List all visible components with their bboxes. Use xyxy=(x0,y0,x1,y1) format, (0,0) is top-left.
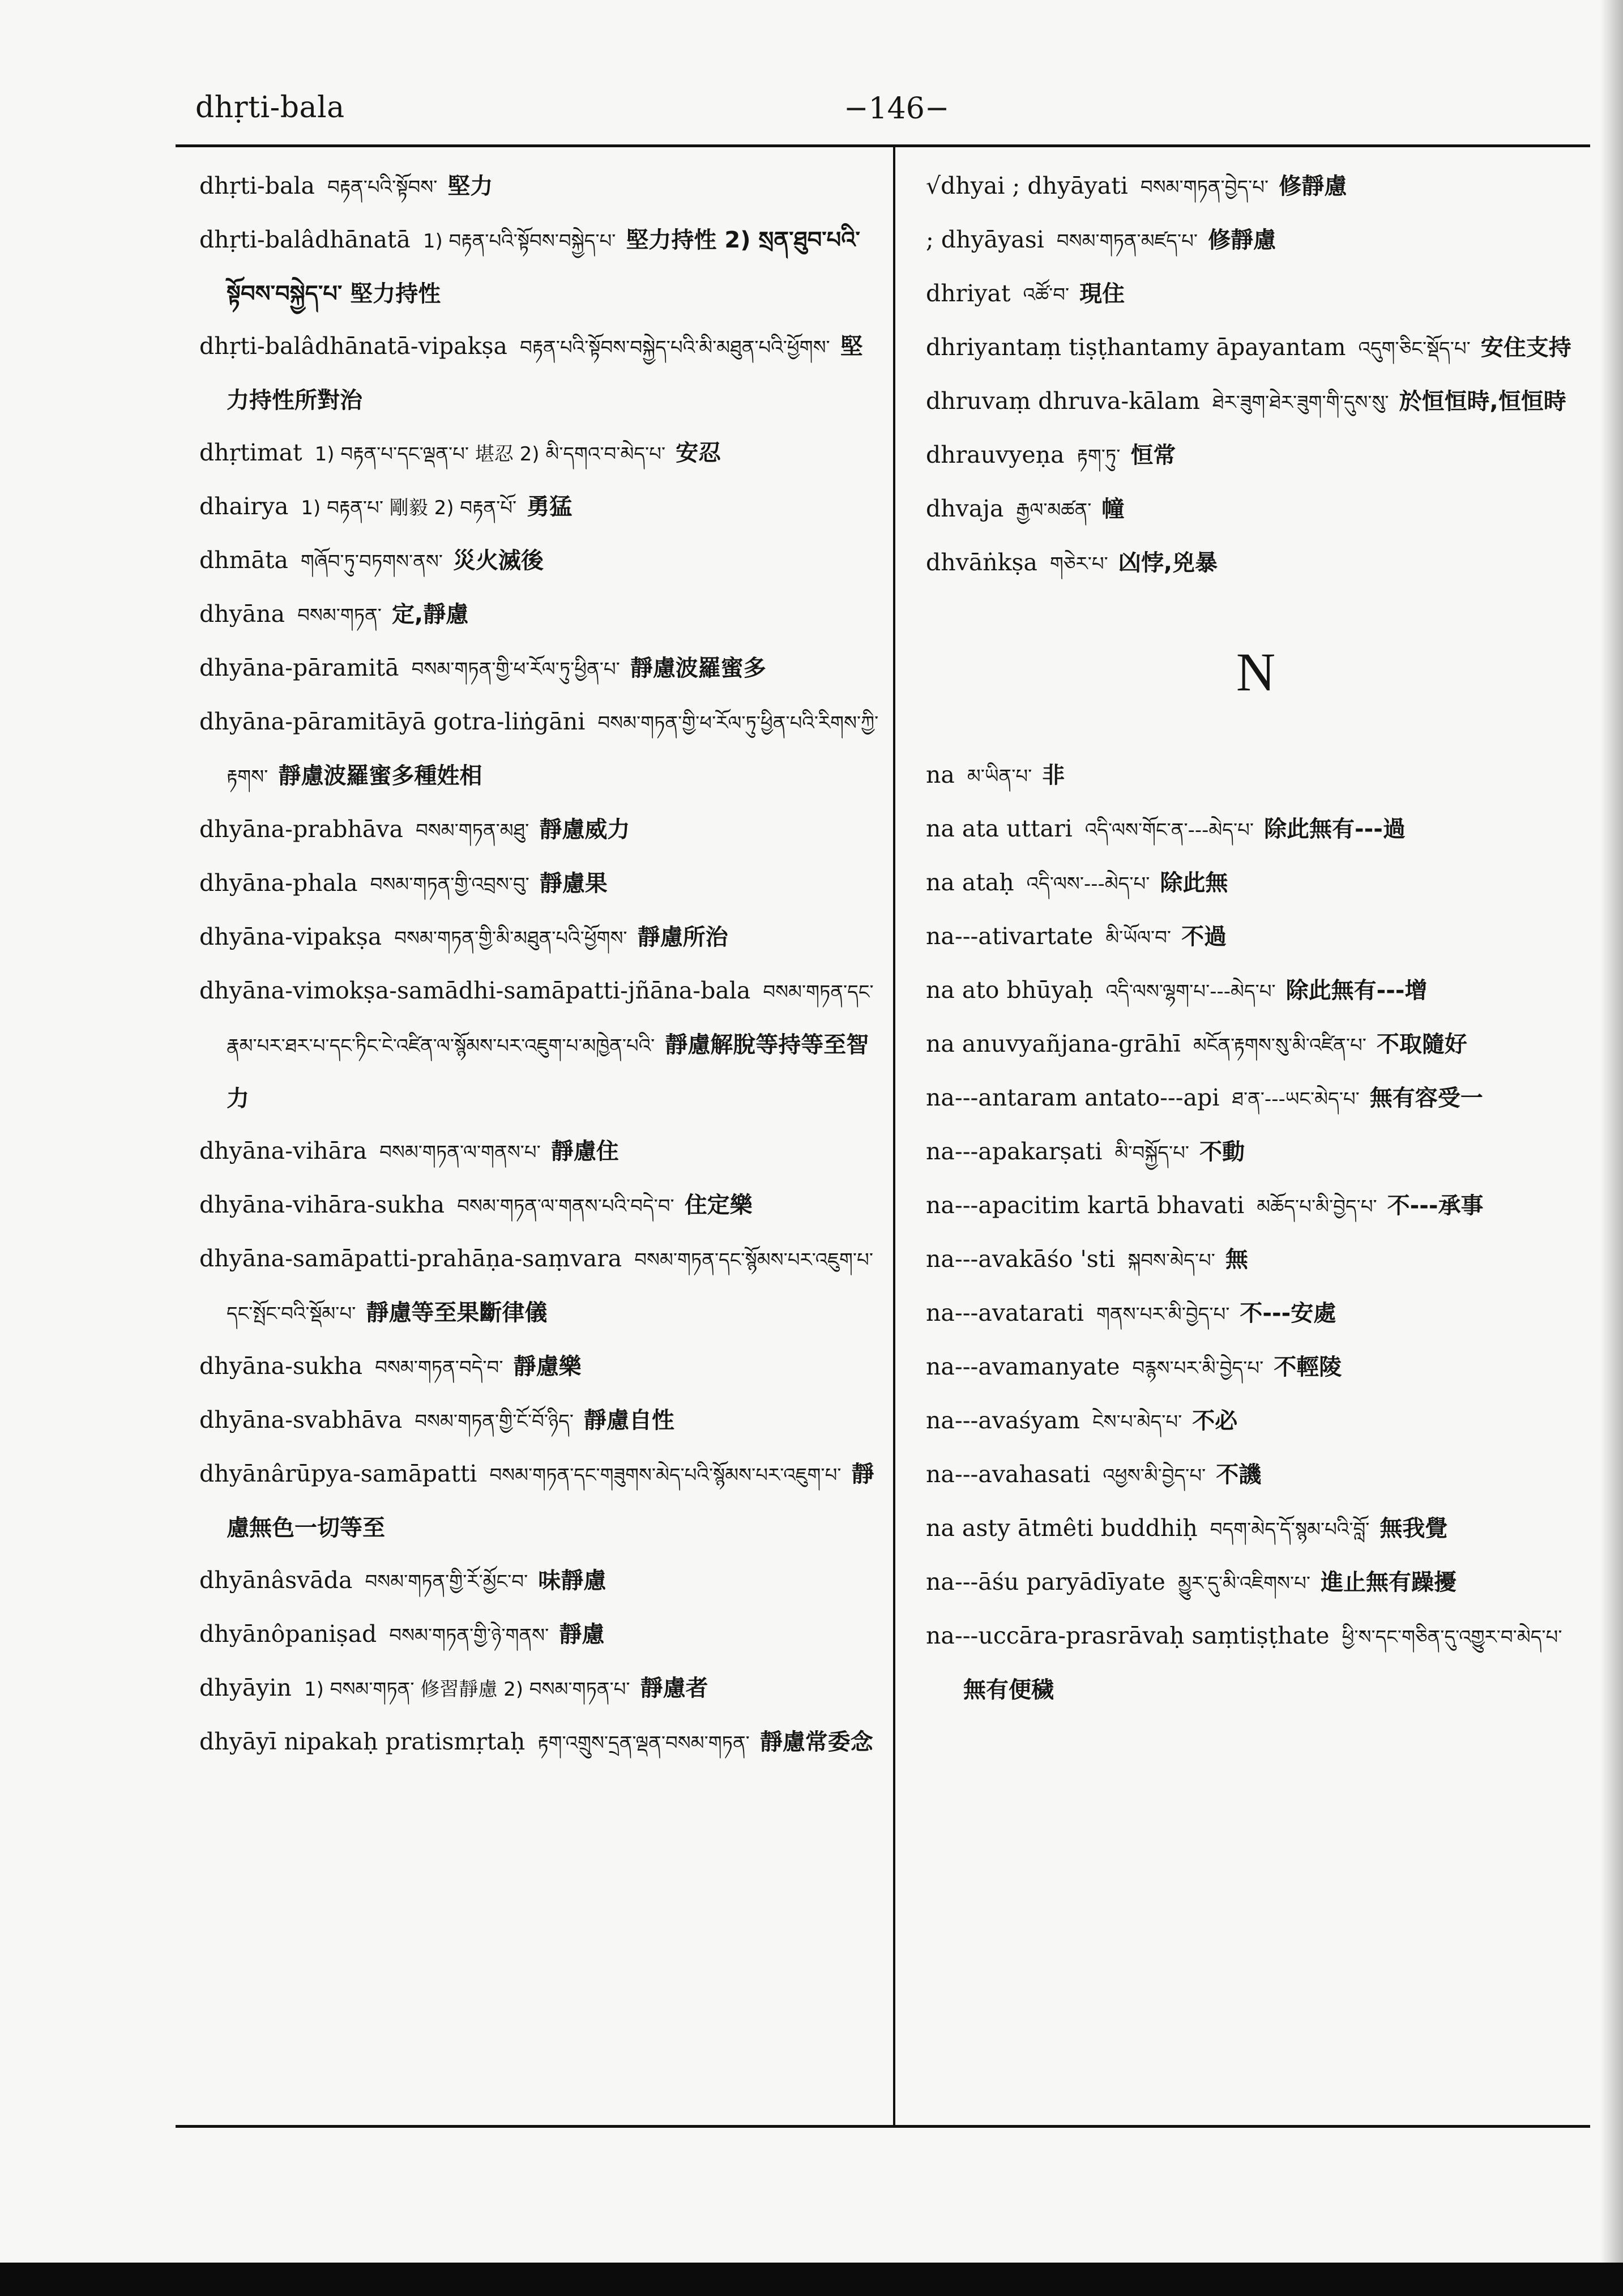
chinese: 靜慮波羅蜜多 xyxy=(630,655,766,681)
tibetan: འདུག་ཅིང་སྡོད་པ་ xyxy=(1358,338,1471,360)
headword: dhṛti-balâdhānatā xyxy=(199,226,411,253)
tibetan: མི་བསྐྱོད་པ་ xyxy=(1114,1142,1190,1164)
entry xyxy=(199,534,879,588)
chinese: 除此無 xyxy=(1160,870,1228,896)
headword: na---uccāra-prasrāvaḥ saṃtiṣṭhate xyxy=(926,1622,1330,1649)
tibetan: ཐེར་ཟུག་ཐེར་ཟུག་གི་དུས་སུ་ xyxy=(1212,391,1389,414)
chinese: 靜慮等至果斷律儀 xyxy=(366,1300,548,1326)
chinese: 定,靜慮 xyxy=(391,601,469,628)
entry xyxy=(199,214,879,320)
scan-edge-shadow xyxy=(1600,0,1623,2263)
chinese: 靜慮 xyxy=(559,1621,605,1648)
chinese: 無 xyxy=(1225,1247,1248,1273)
headword: dhyāyin xyxy=(199,1674,292,1701)
page-number: −146− xyxy=(844,92,950,126)
tibetan: བདག་མེད་དོ་སྙམ་པའི་བློ་ xyxy=(1210,1518,1370,1541)
headword: dhyāna-prabhāva xyxy=(199,816,403,843)
tibetan: བསམ་གཏན་གྱི་རོ་མྱོང་བ་ xyxy=(365,1571,528,1593)
headword: dhyāna-vimokṣa-samādhi-samāpatti-jñāna-bala xyxy=(199,977,751,1004)
entry xyxy=(199,857,879,911)
chinese: 住定樂 xyxy=(684,1192,753,1218)
headword: na---apakarṣati xyxy=(926,1138,1103,1165)
chinese: 靜慮樂 xyxy=(513,1354,582,1380)
entry xyxy=(926,267,1586,321)
tibetan: འཚོ་བ་ xyxy=(1023,284,1070,306)
chinese: 安忍 xyxy=(676,440,721,466)
tibetan: བསམ་གཏན་བྱེད་པ་ xyxy=(1140,176,1269,199)
tibetan: བསམ་གཏན་གྱི་ངོ་བོ་ཉིད་ xyxy=(415,1410,574,1433)
chinese: 堅力 xyxy=(447,173,493,199)
tibetan: བསམ་གཏན་གྱི་ཉེ་གནས་ xyxy=(389,1624,549,1647)
tibetan: འདི་ལས་གོང་ན་---མེད་པ་ xyxy=(1084,819,1254,842)
chinese: 靜慮住 xyxy=(550,1138,619,1164)
chinese: 安住支持 xyxy=(1480,335,1571,361)
tibetan: བསམ་གཏན་ལ་གནས་པ་ xyxy=(379,1141,541,1164)
entry xyxy=(926,1556,1586,1610)
tibetan: འདི་ལས་---མེད་པ་ xyxy=(1026,873,1150,895)
headword: dhrauvyeṇa xyxy=(926,441,1065,468)
headword: dhriyantaṃ tiṣṭhantamy āpayantam xyxy=(926,334,1346,361)
headword: dhyāna-phala xyxy=(199,869,358,897)
chinese: 除此無有---增 xyxy=(1285,978,1428,1004)
tibetan: མངོན་རྟགས་སུ་མི་འཛིན་པ་ xyxy=(1193,1034,1366,1057)
headword: dhyāna-vihāra-sukha xyxy=(199,1191,445,1218)
headword: na xyxy=(926,761,955,788)
headword: na---avakāśo 'sti xyxy=(926,1245,1116,1273)
chinese: 不輕陵 xyxy=(1274,1354,1342,1380)
entry xyxy=(926,1233,1586,1287)
headword: na ato bhūyaḥ xyxy=(926,976,1094,1004)
top-rule xyxy=(176,144,1590,147)
entry xyxy=(926,856,1586,910)
chinese: 不---安處 xyxy=(1240,1300,1336,1326)
entry xyxy=(926,1287,1586,1341)
headword: dhruvaṃ dhruva-kālam xyxy=(926,387,1201,415)
tibetan: གཅེར་པ་ xyxy=(1050,553,1108,575)
entry xyxy=(926,1072,1586,1125)
entry xyxy=(199,642,879,695)
column-divider xyxy=(893,144,895,2127)
headword: na asty ātmêti buddhiḥ xyxy=(926,1514,1198,1542)
headword: na---antaram antato---api xyxy=(926,1084,1220,1111)
tibetan: བསམ་གཏན་གྱི་ཕ་རོལ་ཏུ་ཕྱིན་པ་ xyxy=(411,658,620,681)
headword: dhyāna-svabhāva xyxy=(199,1406,403,1433)
headword: na ataḥ xyxy=(926,869,1014,896)
headword: dhyāna-pāramitāyā gotra-liṅgāni xyxy=(199,708,586,735)
headword: dhyāyī nipakaḥ pratismṛtaḥ xyxy=(199,1728,526,1755)
headword: dhyāna-pāramitā xyxy=(199,654,399,681)
entry xyxy=(199,1608,879,1662)
entry xyxy=(199,1448,879,1554)
tibetan: གནས་པར་མི་བྱེད་པ་ xyxy=(1096,1303,1230,1326)
headword: dhriyat xyxy=(926,280,1011,307)
entry xyxy=(199,160,879,214)
chinese: 不---承事 xyxy=(1387,1193,1484,1219)
tibetan: བསམ་གཏན་བདེ་བ་ xyxy=(375,1356,503,1379)
tibetan: བསམ་གཏན་དང་སྙོམས་པར་འཇུག་པ་དང་སྤོང་བའི་སྡོམ་པ་ xyxy=(227,1249,873,1325)
tibetan: རྒྱལ་མཚན་ xyxy=(1016,499,1092,522)
entry xyxy=(926,1502,1586,1556)
section-letter: N xyxy=(1236,642,1276,702)
entry xyxy=(199,426,879,480)
tibetan: མཆོད་པ་མི་བྱེད་པ་ xyxy=(1257,1196,1377,1218)
headword: dhmāta xyxy=(199,547,288,574)
chinese: 修靜慮 xyxy=(1208,227,1276,253)
chinese: 不必 xyxy=(1192,1408,1238,1434)
entry xyxy=(199,320,879,426)
headword: dhvaja xyxy=(926,495,1004,522)
entry xyxy=(926,483,1586,536)
chinese: 現住 xyxy=(1079,281,1125,307)
headword: dhṛti-bala xyxy=(199,172,315,199)
headword: na---āśu paryādīyate xyxy=(926,1568,1165,1595)
tibetan: 1) བརྟན་པ་ 剛毅 2) བརྟན་པོ་ xyxy=(301,497,517,519)
tibetan: བསམ་གཏན་དང་གཟུགས་མེད་པའི་སྙོམས་པར་འཇུག་པ་ xyxy=(489,1464,842,1487)
tibetan: བརྟན་པའི་སྟོབས་ xyxy=(327,176,438,199)
right-column xyxy=(926,160,1586,1716)
entry xyxy=(199,695,879,803)
headword: dhyāna-vipakṣa xyxy=(199,923,382,950)
headword: dhvāṅkṣa xyxy=(926,549,1037,576)
chinese: 靜慮者 xyxy=(640,1675,708,1701)
chinese: 進止無有躁擾 xyxy=(1321,1569,1457,1595)
headword: dhṛtimat xyxy=(199,439,302,466)
entry xyxy=(926,1448,1586,1502)
chinese: 無有容受一 xyxy=(1369,1085,1483,1111)
chinese: 靜慮波羅蜜多種姓相 xyxy=(278,763,482,789)
tibetan: བསམ་གཏན་ལ་གནས་པའི་བདེ་བ་ xyxy=(457,1195,674,1218)
chinese: 靜慮自性 xyxy=(583,1407,674,1433)
tibetan: 1) བརྟན་པ་དང་ལྡན་པ་ 堪忍 2) མི་དགའ་བ་མེད་པ་ xyxy=(314,443,666,466)
headword: na---avamanyate xyxy=(926,1353,1120,1380)
entry xyxy=(926,803,1586,856)
chinese: 除此無有---過 xyxy=(1264,816,1406,842)
chinese: 堅力持性 2) སྲན་ཐུབ་པའི་སྟོབས་བསྐྱེད་པ་ 堅力持性 xyxy=(227,227,860,307)
entry xyxy=(199,480,879,534)
entry xyxy=(199,1554,879,1608)
tibetan: རྟག་ཏུ་ xyxy=(1077,445,1121,468)
entry xyxy=(199,965,879,1125)
headword: na---ativartate xyxy=(926,923,1094,950)
tibetan: རྟག་འགྲུས་དྲན་ལྡན་བསམ་གཏན་ xyxy=(537,1732,750,1755)
chinese: 靜慮常委念 xyxy=(759,1729,873,1755)
entry xyxy=(199,1179,879,1232)
entry xyxy=(926,964,1586,1018)
tibetan: ཐ་ན་---ཡང་མེད་པ་ xyxy=(1232,1088,1360,1111)
tibetan: བརྟན་པའི་སྟོབས་བསྐྱེད་པའི་མི་མཐུན་པའི་ཕྱོགས་ xyxy=(519,336,830,359)
entry xyxy=(926,214,1586,267)
chinese: 無有便穢 xyxy=(963,1677,1054,1703)
chinese: 味靜慮 xyxy=(538,1568,607,1594)
tibetan: བརྙས་པར་མི་བྱེད་པ་ xyxy=(1132,1357,1264,1380)
headword: na anuvyañjana-grāhī xyxy=(926,1030,1181,1057)
scan-bottom-edge xyxy=(0,2263,1623,2296)
chinese: 靜慮果 xyxy=(539,870,608,897)
entry xyxy=(199,1232,879,1340)
entry xyxy=(199,1662,879,1715)
tibetan: བསམ་གཏན་མཐུ་ xyxy=(415,820,529,842)
entry xyxy=(926,1179,1586,1233)
entry xyxy=(926,1018,1586,1072)
tibetan: མི་ཡོལ་བ་ xyxy=(1105,927,1172,949)
chinese: 非 xyxy=(1042,762,1065,788)
entry xyxy=(926,536,1586,590)
headword: dhyāna-samāpatti-prahāṇa-saṃvara xyxy=(199,1245,622,1272)
entry xyxy=(926,1610,1586,1716)
chinese: 修靜慮 xyxy=(1279,173,1347,199)
entry xyxy=(926,321,1586,375)
tibetan: འདི་ལས་ལྷག་པ་---མེད་པ་ xyxy=(1105,980,1276,1003)
tibetan: བསམ་གཏན་གྱི་ཕ་རོལ་ཏུ་ཕྱིན་པའི་རིགས་ཀྱི་རྟགས་ xyxy=(227,712,879,788)
chinese: 不動 xyxy=(1199,1139,1245,1165)
chinese: 凶悖,兇暴 xyxy=(1118,550,1218,576)
headword: na---apacitim kartā bhavati xyxy=(926,1192,1245,1219)
entry xyxy=(926,429,1586,483)
tibetan: བསམ་གཏན་ xyxy=(297,604,382,627)
entry xyxy=(199,911,879,965)
entry xyxy=(926,749,1586,803)
chinese: 於恒恒時,恒恒時 xyxy=(1399,389,1566,415)
chinese: 無我覺 xyxy=(1379,1516,1448,1542)
entry xyxy=(926,1394,1586,1448)
tibetan: གཞོབ་ཏུ་བཏགས་ནས་ xyxy=(300,550,443,573)
running-head: dhṛti-bala xyxy=(195,91,345,125)
entry xyxy=(926,1341,1586,1394)
chinese: 堅力持性所對治 xyxy=(227,334,863,413)
chinese: 靜慮威力 xyxy=(539,817,630,843)
entry xyxy=(199,1715,879,1769)
headword: dhyānârūpya-samāpatti xyxy=(199,1460,477,1487)
chinese: 靜慮無色一切等至 xyxy=(227,1461,874,1541)
headword: dhyāna-sukha xyxy=(199,1352,363,1380)
chinese: 幢 xyxy=(1101,496,1125,522)
headword: na---avatarati xyxy=(926,1299,1084,1326)
entry xyxy=(199,803,879,857)
chinese: 不過 xyxy=(1181,924,1227,950)
tibetan: མ་ཡིན་པ་ xyxy=(967,765,1032,788)
tibetan: ཕྱི་ས་དང་གཅིན་དུ་འགྱུར་བ་མེད་པ་ xyxy=(1342,1626,1562,1649)
left-column xyxy=(199,160,879,1769)
headword: √dhyai ; dhyāyati xyxy=(926,172,1128,199)
headword: dhairya xyxy=(199,493,289,520)
headword: dhṛti-balâdhānatā-vipakṣa xyxy=(199,332,507,360)
bottom-rule xyxy=(176,2125,1590,2128)
tibetan: 1) བརྟན་པའི་སྟོབས་བསྐྱེད་པ་ xyxy=(422,230,616,253)
entry xyxy=(199,1394,879,1448)
headword: ; dhyāyasi xyxy=(926,226,1044,253)
chinese: 勇猛 xyxy=(527,494,573,520)
chinese: 不譏 xyxy=(1216,1462,1262,1488)
tibetan: 1) བསམ་གཏན་ 修習靜慮 2) བསམ་གཏན་པ་ xyxy=(304,1678,630,1701)
entry xyxy=(926,160,1586,214)
headword: dhyānâsvāda xyxy=(199,1567,353,1594)
tibetan: བསམ་གཏན་དང་རྣམ་པར་ཐར་པ་དང་ཏིང་ངེ་འཛིན་ལ་སྙོམས་པར་འཇུག་པ་མཁྱེན་པའི་ xyxy=(227,981,874,1057)
entry xyxy=(199,588,879,642)
tibetan: བསམ་གཏན་གྱི་མི་མཐུན་པའི་ཕྱོགས་ xyxy=(394,927,627,950)
entry xyxy=(199,1340,879,1394)
headword: dhyāna xyxy=(199,600,285,628)
entry xyxy=(926,910,1586,964)
headword: na---avaśyam xyxy=(926,1407,1080,1434)
tibetan: མྱུར་དུ་མི་འཇིགས་པ་ xyxy=(1177,1572,1311,1595)
tibetan: ངེས་པ་མེད་པ་ xyxy=(1092,1411,1182,1433)
chinese: 靜慮解脫等持等至智力 xyxy=(227,1032,869,1112)
tibetan: འཕྱས་མི་བྱེད་པ་ xyxy=(1103,1465,1206,1487)
chinese: 靜慮所治 xyxy=(637,924,728,950)
headword: na ata uttari xyxy=(926,815,1073,842)
chinese: 恒常 xyxy=(1130,442,1176,468)
headword: dhyāna-vihāra xyxy=(199,1137,368,1164)
headword: na---avahasati xyxy=(926,1461,1091,1488)
chinese: 災火滅後 xyxy=(452,548,544,574)
entry xyxy=(199,1125,879,1179)
chinese: 不取隨好 xyxy=(1376,1031,1467,1057)
tibetan: སྐབས་མེད་པ་ xyxy=(1127,1249,1215,1272)
headword: dhyānôpaniṣad xyxy=(199,1620,377,1648)
entry xyxy=(926,375,1586,429)
tibetan: བསམ་གཏན་གྱི་འབྲས་བུ་ xyxy=(370,873,529,896)
tibetan: བསམ་གཏན་མཛད་པ་ xyxy=(1056,230,1198,253)
entry xyxy=(926,1125,1586,1179)
